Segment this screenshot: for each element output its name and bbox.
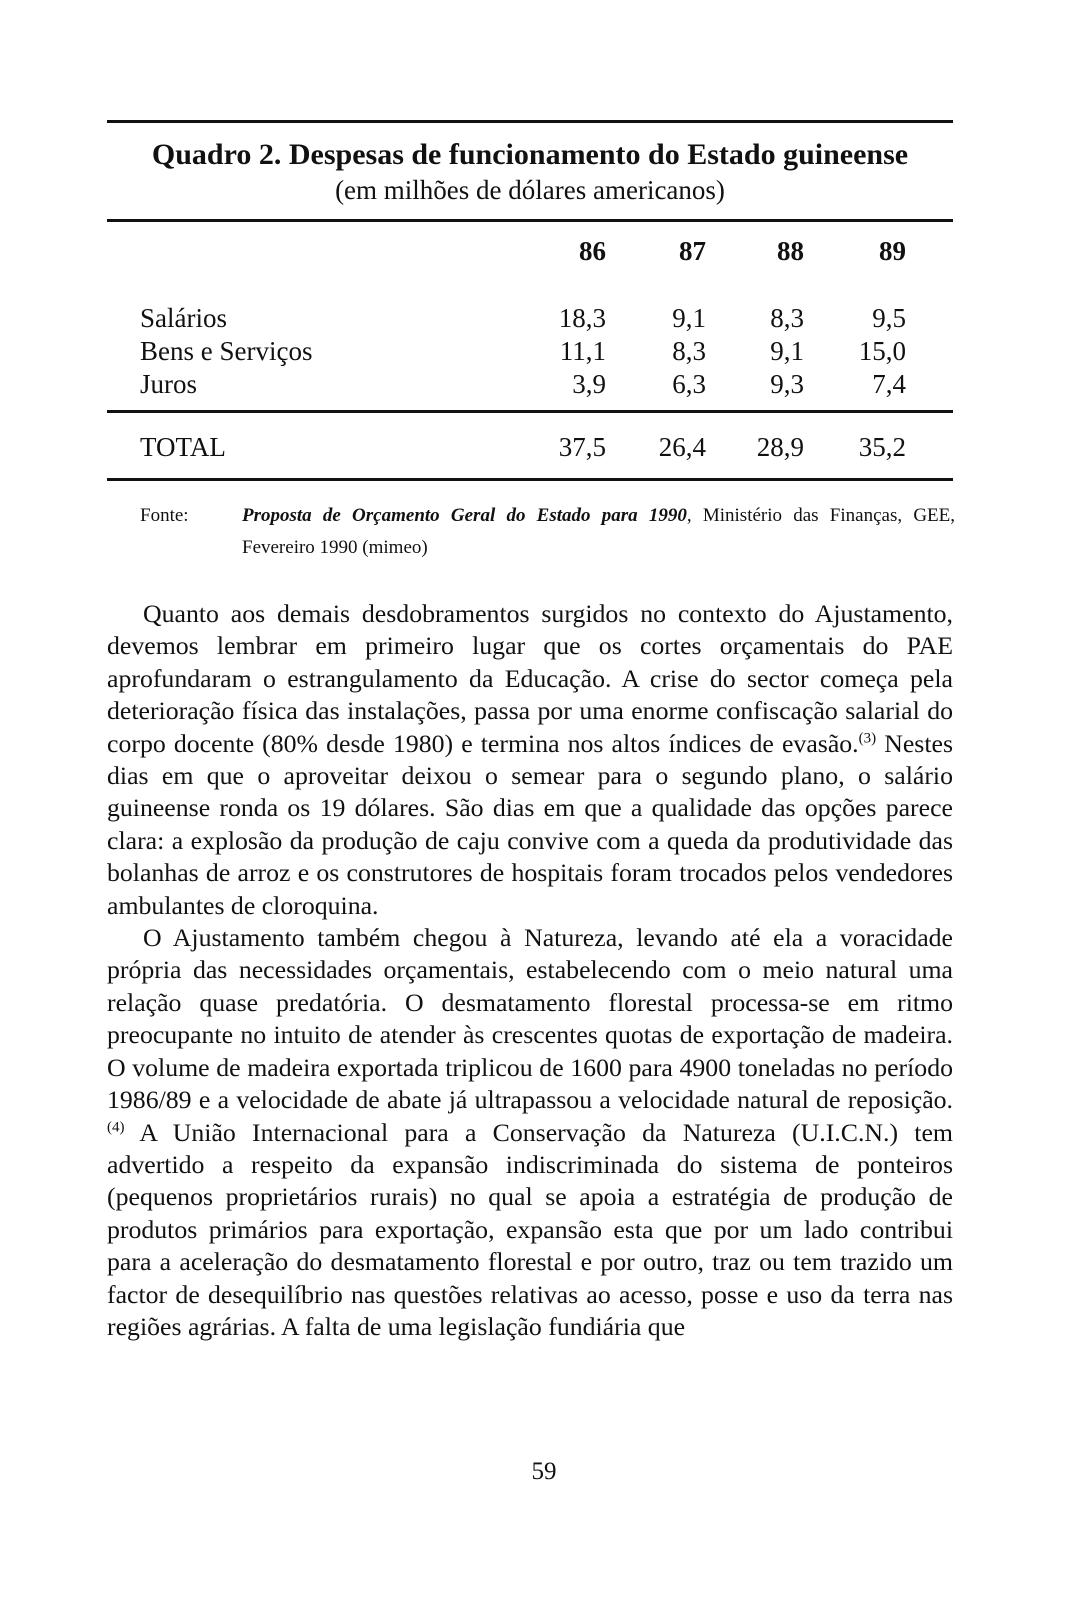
table-top-rule (107, 120, 953, 123)
year-header: 86 (579, 236, 606, 266)
table-cell: 9,3 (770, 369, 804, 399)
year-header: 89 (879, 236, 906, 266)
source-title: Proposta de Orçamento Geral do Estado para 1990 (242, 505, 687, 526)
body-text (107, 598, 953, 1343)
row-label: Bens e Serviços (140, 336, 313, 366)
table-title: Quadro 2. Despesas de funcionamento do Estado guineense (151, 138, 909, 171)
table-cell: 9,5 (872, 303, 906, 333)
table-row (0, 302, 1088, 335)
year-header: 87 (679, 236, 706, 266)
table-header-years (0, 236, 1088, 276)
table-cell: 9,1 (770, 336, 804, 366)
total-label: TOTAL (140, 432, 226, 462)
paragraph-text: O Ajustamento também chegou à Natureza, levando até ela a voracidade própria das necessidades orçamentais, estabelecendo com o meio natural uma relação quase predatória. O desmatamento florestal processa-se em ritmo preocupante no intuito de atender às crescentes quotas de exportação de madeira. O volume de madeira exportada triplicou de 1600 para 4900 toneladas no período 1986/89 e a velocidade de abate já ultrapassou a velocidade natural de reposição. (107, 923, 953, 1115)
paragraph-text: A União Internacional para a Conservação da Natureza (U.I.C.N.) tem advertido a respeito da expansão indiscriminada do sistema de ponteiros (pequenos proprietários rurais) no qual se apoia a estratégia de produção de produtos primários para exportação, expansão esta que por um lado contribui para a aceleração do desmatamento florestal e por outro, traz ou tem trazido um factor de desequilíbrio nas questões relativas ao acesso, posse e uso da terra nas regiões agrárias. A falta de uma legislação fundiária que (107, 1117, 953, 1341)
table-cell: 18,3 (558, 303, 606, 333)
table-cell: 8,3 (770, 303, 804, 333)
table-row (0, 368, 1088, 401)
table-total-row (0, 431, 1088, 464)
table-header-rule (107, 219, 953, 222)
table-cell: 6,3 (672, 369, 706, 399)
table-row (0, 335, 1088, 368)
table-subtitle: (em milhões de dólares americanos) (335, 175, 725, 205)
table-bottom-rule (107, 478, 953, 481)
table-cell: 7,4 (872, 369, 906, 399)
total-cell: 35,2 (858, 432, 906, 462)
table-cell: 15,0 (858, 336, 906, 366)
source-label: Fonte: (140, 505, 189, 526)
table-total-rule (107, 410, 953, 413)
table-caption (107, 136, 953, 206)
footnote-ref[interactable]: (3) (858, 730, 877, 747)
paragraph (107, 922, 953, 1343)
table-cell: 9,1 (672, 303, 706, 333)
table-cell: 11,1 (559, 336, 606, 366)
footnote-ref[interactable]: (4) (107, 1118, 125, 1135)
row-label: Salários (140, 303, 227, 333)
total-cell: 37,5 (558, 432, 606, 462)
paragraph (107, 598, 953, 922)
total-cell: 26,4 (658, 432, 706, 462)
year-header: 88 (777, 236, 804, 266)
table-cell: 8,3 (672, 336, 706, 366)
total-cell: 28,9 (756, 432, 804, 462)
paragraph-text: Quanto aos demais desdobramentos surgidos no contexto do Ajustamento, devemos lembrar em primeiro lugar que os cortes orçamentais do PAE aprofundaram o estrangulamento da Educação. A crise do sector começa pela deterioração física das instalações, passa por uma enorme confiscação salarial do corpo docente (80% desde 1980) e termina nos altos índices de evasão. (107, 599, 953, 758)
source-details: , Ministério das Finanças, GEE, Fevereiro 1990 (mimeo) (242, 505, 955, 558)
table-cell: 3,9 (572, 369, 606, 399)
page-number: 59 (531, 1458, 557, 1485)
row-label: Juros (140, 369, 198, 399)
source-text (242, 500, 955, 564)
paragraph-text: Nestes dias em que o aproveitar deixou o semear para o segundo plano, o salário guineense ronda os 19 dólares. São dias em que a qualidade das opções parece clara: a explosão da produção de caju convive com a queda da produtividade das bolanhas de arroz e os construtores de hospitais foram trocados pelos vendedores ambulantes de cloroquina. (107, 728, 953, 920)
